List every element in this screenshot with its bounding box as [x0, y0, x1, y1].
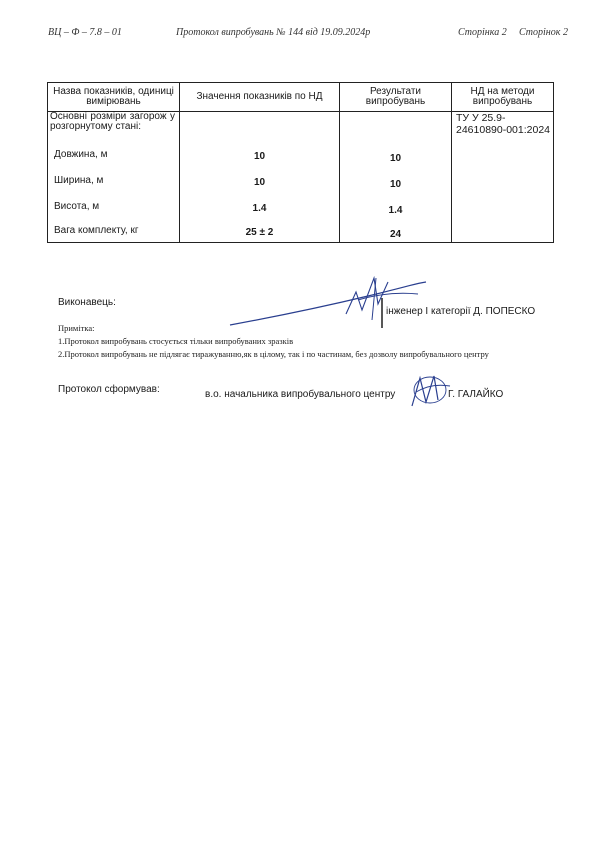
formed-position: в.о. начальника випробувального центру	[205, 389, 396, 400]
notes-title: Примітка:	[58, 323, 95, 333]
form-code: ВЦ – Ф – 7.8 – 01	[48, 27, 122, 38]
formed-name: Г. ГАЛАЙКО	[448, 389, 504, 400]
nd-value-cell	[180, 112, 340, 243]
signature-bar	[380, 298, 384, 328]
protocol-title: Протокол випробувань № 144 від 19.09.2024р	[176, 27, 371, 38]
note-item: 2.Протокол випробувань не підлягає тиражуванню,як в цілому, так і по частинам, без дозволу випробувального центру	[58, 349, 489, 359]
executor-position-name: інженер І категорії Д. ПОПЕСКО	[386, 306, 536, 317]
results-table	[47, 82, 554, 243]
note-item: 1.Протокол випробувань стосується тільки випробуваних зразків	[58, 336, 294, 346]
column-header: Назва показників, одиниці вимірювань	[48, 83, 180, 112]
result-value: 1.4	[388, 205, 403, 216]
formed-label: Протокол сформував:	[58, 384, 160, 395]
method-nd: ТУ У 25.9-24610890-001:2024	[456, 112, 551, 136]
nd-value: 1.4	[252, 203, 267, 214]
method-cell	[452, 112, 554, 243]
parameter-cell	[48, 112, 180, 243]
executor-label: Виконавець:	[58, 297, 116, 308]
nd-value: 10	[253, 151, 266, 162]
result-value: 10	[389, 153, 402, 164]
executor-signature	[228, 270, 428, 330]
parameter-name: Довжина, м	[54, 149, 108, 160]
table-body-row	[48, 112, 554, 243]
nd-value: 10	[253, 177, 266, 188]
parameter-name: Вага комплекту, кг	[54, 225, 139, 236]
formed-signature	[408, 372, 452, 412]
nd-value: 25 ± 2	[245, 227, 274, 238]
column-header: НД на методи випробувань	[452, 83, 554, 112]
parameters-intro: Основні розміри загорож у розгорнутому стані:	[50, 111, 175, 132]
result-value: 24	[389, 229, 402, 240]
result-cell	[340, 112, 452, 243]
page-count: Сторінок 2	[519, 27, 568, 38]
page-number: Сторінка 2	[458, 27, 507, 38]
column-header: Значення показників по НД	[180, 83, 340, 112]
table-header-row	[48, 83, 554, 112]
parameter-name: Висота, м	[54, 201, 100, 212]
result-value: 10	[389, 179, 402, 190]
column-header: Результати випробувань	[340, 83, 452, 112]
parameter-name: Ширина, м	[54, 175, 104, 186]
